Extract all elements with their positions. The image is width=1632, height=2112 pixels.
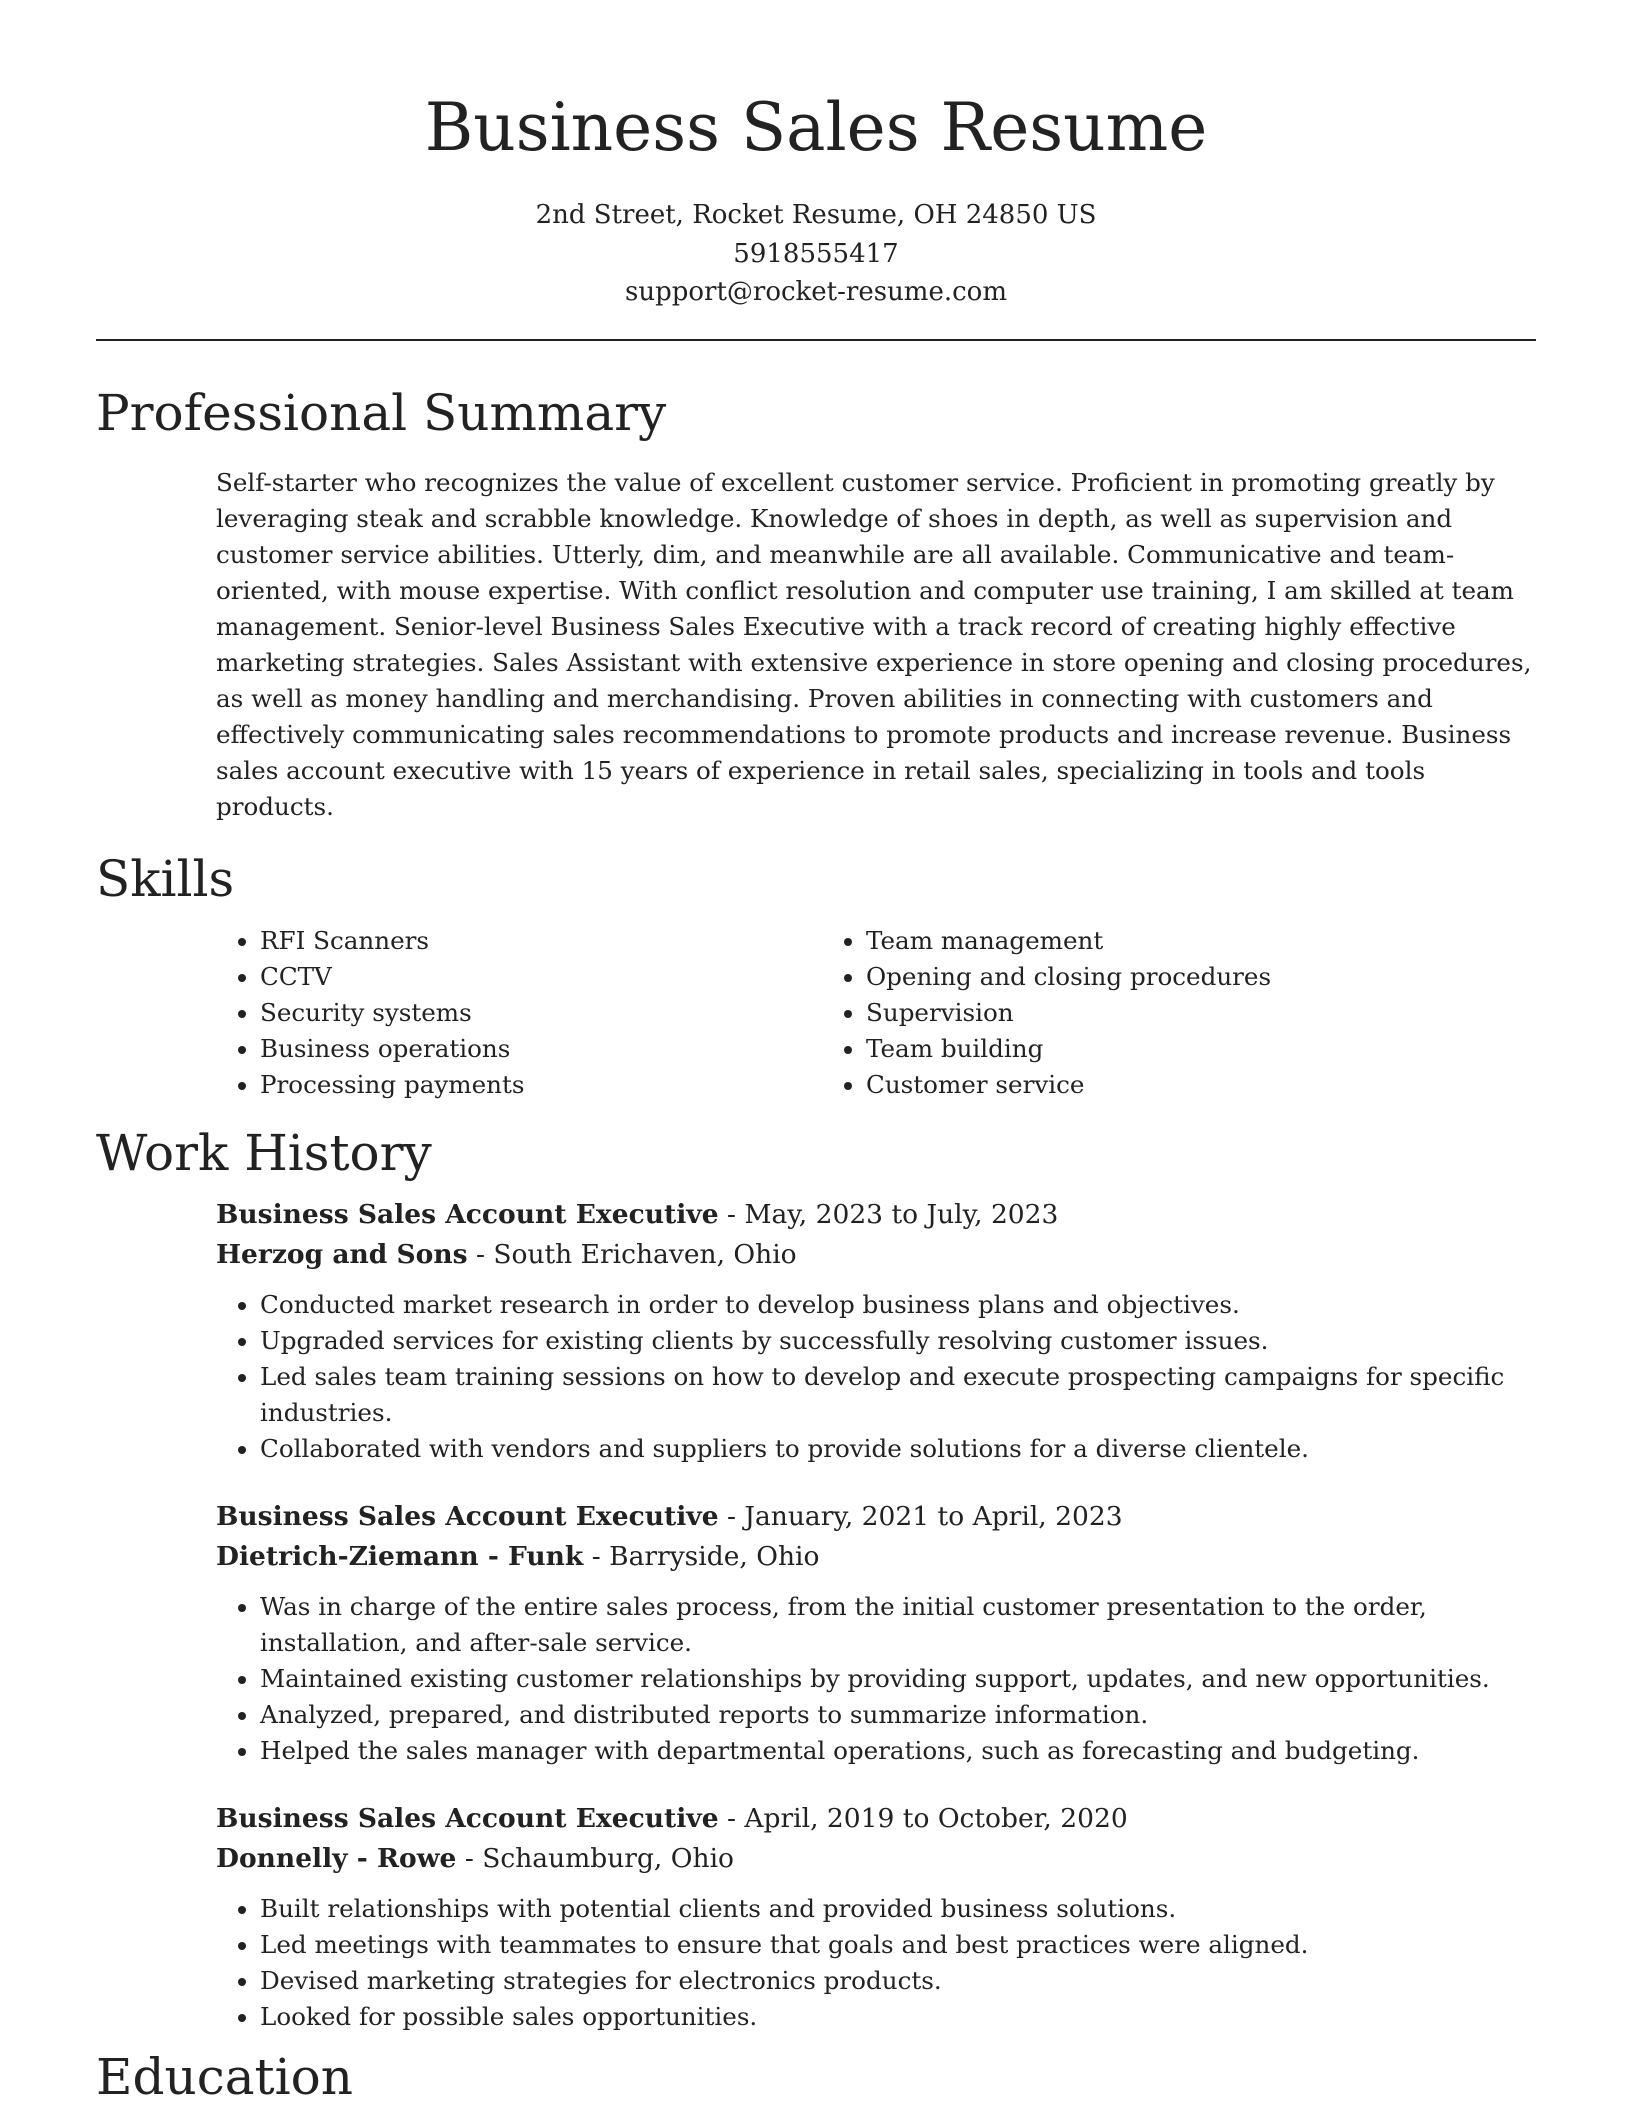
job-title-line	[216, 1799, 1536, 1839]
job-bullets	[216, 1891, 1536, 2035]
job-role: Business Sales Account Executive	[216, 1500, 719, 1532]
address: 2nd Street, Rocket Resume, OH 24850 US	[535, 200, 1097, 230]
job-bullet: • Helped the sales manager with departmental operations, such as forecasting and budgeting.	[260, 1733, 1536, 1769]
job-dates: - April, 2019 to October, 2020	[718, 1802, 1128, 1834]
job-dates: - January, 2021 to April, 2023	[718, 1500, 1123, 1532]
job-title-line	[216, 1497, 1536, 1537]
job-entry	[216, 1195, 1536, 1467]
job-bullet: • Was in charge of the entire sales process, from the initial customer presentation to the order, installation, and after-sale service.	[260, 1589, 1536, 1661]
job-bullet: • Upgraded services for existing clients by successfully resolving customer issues.	[260, 1323, 1536, 1359]
job-location: - South Erichaven, Ohio	[467, 1238, 797, 1270]
job-title-line	[216, 1195, 1536, 1235]
summary-text: Self-starter who recognizes the value of excellent customer service. Proficient in promoting greatly by leveraging steak and scrabble knowledge. Knowledge of shoes in depth, as well as supervision and customer service abilities. Utterly, dim, and meanwhile are all available. Communicative and team-oriented, with mouse expertise. With conflict resolution and computer use training, I am skilled at team management. Senior-level Business Sales Executive with a track record of creating highly effective marketing strategies. Sales Assistant with extensive experience in store opening and closing procedures, as well as money handling and merchandising. Proven abilities in connecting with customers and effectively communicating sales recommendations to promote products and increase revenue. Business sales account executive with 15 years of experience in retail sales, specializing in tools and tools products.	[216, 467, 1532, 821]
resume-header	[96, 0, 1536, 312]
job-company: Donnelly - Rowe	[216, 1842, 457, 1874]
header-divider	[96, 339, 1536, 341]
job-bullet: • Led sales team training sessions on how to develop and execute prospecting campaigns for specific industries.	[260, 1359, 1536, 1431]
job-bullet: • Devised marketing strategies for electronics products.	[260, 1963, 1536, 1999]
contact-info	[96, 196, 1536, 312]
job-role: Business Sales Account Executive	[216, 1198, 719, 1230]
skill-item: • Team management	[866, 923, 1536, 959]
job-company-line	[216, 1537, 1536, 1577]
job-bullet: • Looked for possible sales opportunities.	[260, 1999, 1536, 2035]
skills-list	[216, 923, 1536, 1103]
job-location: - Schaumburg, Ohio	[456, 1842, 734, 1874]
job-company: Dietrich-Ziemann - Funk	[216, 1540, 584, 1572]
skill-item: • Opening and closing procedures	[866, 959, 1536, 995]
job-bullet: • Collaborated with vendors and suppliers to provide solutions for a diverse clientele.	[260, 1431, 1536, 1467]
work-history-heading: Work History	[96, 1123, 432, 1182]
job-bullet: • Led meetings with teammates to ensure that goals and best practices were aligned.	[260, 1927, 1536, 1963]
skills-heading: Skills	[96, 849, 235, 908]
skill-item: • Supervision	[866, 995, 1536, 1031]
education-heading: Education	[96, 2047, 353, 2106]
email-address: support@rocket-resume.com	[624, 277, 1007, 307]
summary-heading: Professional Summary	[96, 383, 667, 442]
job-entry	[216, 1799, 1536, 2035]
job-role: Business Sales Account Executive	[216, 1802, 719, 1834]
skills-column-right	[822, 923, 1536, 1103]
resume-page	[96, 0, 1536, 2107]
phone-number: 5918555417	[733, 238, 899, 269]
job-bullet: • Conducted market research in order to develop business plans and objectives.	[260, 1287, 1536, 1323]
job-company-line	[216, 1235, 1536, 1275]
job-dates: - May, 2023 to July, 2023	[718, 1198, 1059, 1230]
skills-column-left	[216, 923, 822, 1103]
skill-item: • Processing payments	[260, 1067, 822, 1103]
resume-title: Business Sales Resume	[424, 89, 1208, 166]
job-entry	[216, 1497, 1536, 1769]
job-bullets	[216, 1287, 1536, 1467]
skill-item: • CCTV	[260, 959, 822, 995]
job-company-line	[216, 1839, 1536, 1879]
job-location: - Barryside, Ohio	[583, 1540, 820, 1572]
job-bullet: • Built relationships with potential clients and provided business solutions.	[260, 1891, 1536, 1927]
skill-item: • Team building	[866, 1031, 1536, 1067]
skill-item: • Business operations	[260, 1031, 822, 1067]
job-bullet: • Maintained existing customer relationships by providing support, updates, and new opportunities.	[260, 1661, 1536, 1697]
skill-item: • Security systems	[260, 995, 822, 1031]
skill-item: • RFI Scanners	[260, 923, 822, 959]
job-company: Herzog and Sons	[216, 1238, 468, 1270]
job-bullet: • Analyzed, prepared, and distributed reports to summarize information.	[260, 1697, 1536, 1733]
job-bullets	[216, 1589, 1536, 1769]
skill-item: • Customer service	[866, 1067, 1536, 1103]
